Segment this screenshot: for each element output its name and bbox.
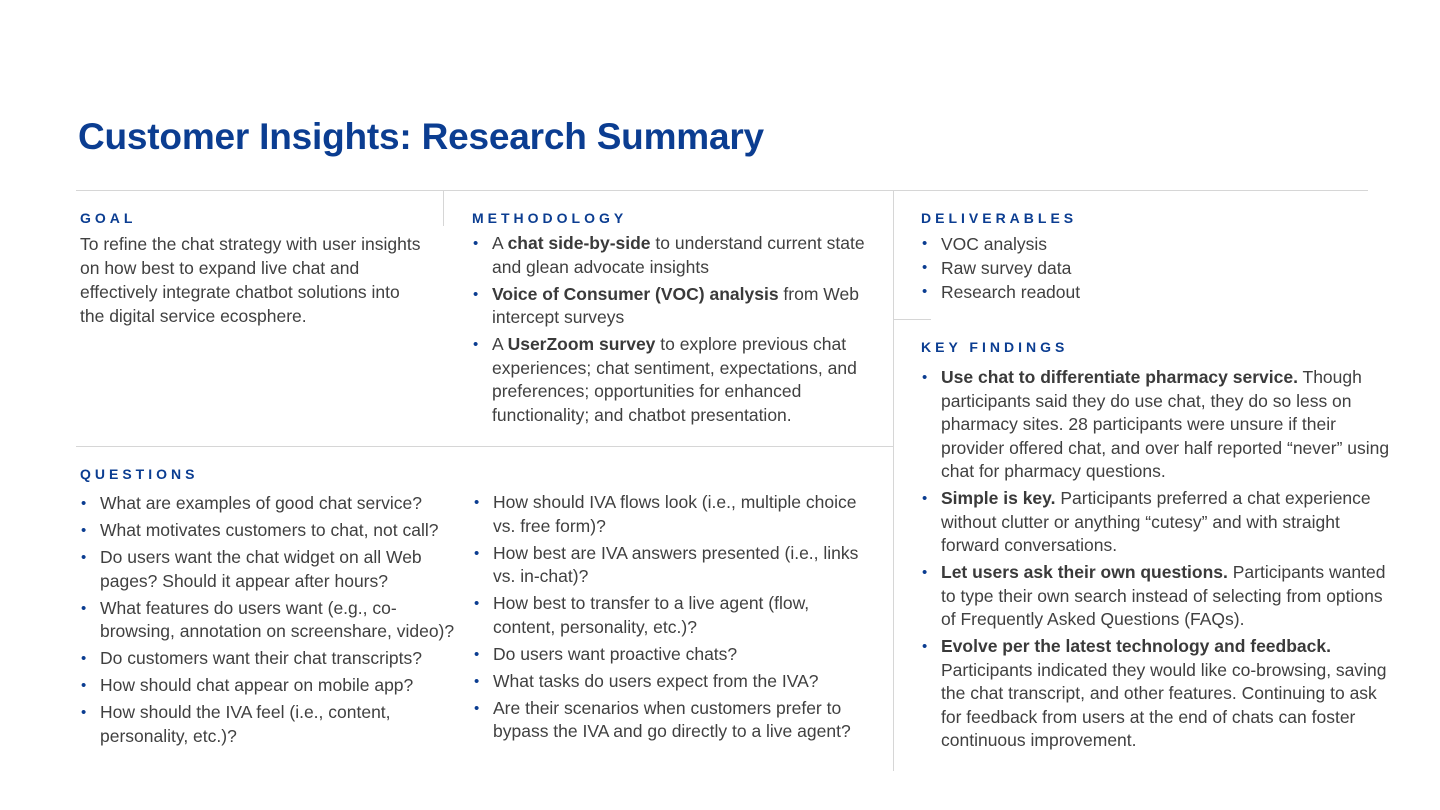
methodology-label: METHODOLOGY: [472, 210, 628, 226]
question-item: • What motivates customers to chat, not call?: [80, 519, 465, 543]
methodology-item: • A UserZoom survey to explore previous chat experiences; chat sentiment, expectations, and preferences; opportunities for enhanced functionality; and chatbot presentation.: [472, 333, 867, 427]
key-findings-label: KEY FINDINGS: [921, 339, 1069, 355]
question-item: • Are their scenarios when customers prefer to bypass the IVA and go directly to a live agent?: [473, 697, 873, 744]
questions-list-right: [473, 491, 873, 747]
key-finding-item: • Simple is key. Participants preferred a chat experience without clutter or anything “cutesy” and with straight forward conversations.: [921, 487, 1391, 558]
question-item: • What features do users want (e.g., co-browsing, annotation on screenshare, video)?: [80, 597, 465, 644]
right-column-divider: [893, 191, 894, 771]
key-findings-list: [921, 366, 1391, 756]
top-divider: [76, 190, 1368, 191]
key-finding-item: • Let users ask their own questions. Participants wanted to type their own search instead of selecting from options of Frequently Asked Questions (FAQs).: [921, 561, 1391, 632]
question-item: • Do users want proactive chats?: [473, 643, 873, 667]
question-item: • How should chat appear on mobile app?: [80, 674, 465, 698]
deliverable-item: • VOC analysis: [921, 232, 1221, 256]
questions-list-left: [80, 492, 465, 752]
deliverables-divider: [893, 319, 931, 320]
goal-methodology-divider: [443, 191, 444, 226]
key-finding-item: • Evolve per the latest technology and feedback. Participants indicated they would like co-browsing, saving the chat transcript, and other features. Continuing to ask for feedback from users at the end of chats can foster continuous improvement.: [921, 635, 1391, 753]
question-item: • How best to transfer to a live agent (flow, content, personality, etc.)?: [473, 592, 873, 639]
methodology-item: • A chat side-by-side to understand current state and glean advocate insights: [472, 232, 867, 279]
middle-divider: [76, 446, 893, 447]
page-title: Customer Insights: Research Summary: [78, 116, 764, 157]
question-item: • How should IVA flows look (i.e., multiple choice vs. free form)?: [473, 491, 873, 538]
methodology-list: [472, 232, 867, 431]
deliverables-list: [921, 232, 1221, 304]
deliverables-label: DELIVERABLES: [921, 210, 1078, 226]
question-item: • What are examples of good chat service?: [80, 492, 465, 516]
question-item: • Do users want the chat widget on all Web pages? Should it appear after hours?: [80, 546, 465, 593]
goal-label: GOAL: [80, 210, 137, 226]
question-item: • What tasks do users expect from the IVA?: [473, 670, 873, 694]
deliverable-item: • Research readout: [921, 280, 1221, 304]
goal-text: To refine the chat strategy with user insights on how best to expand live chat and effectively integrate chatbot solutions into the digital service ecosphere.: [80, 234, 421, 326]
question-item: • Do customers want their chat transcripts?: [80, 647, 465, 671]
questions-label: QUESTIONS: [80, 466, 199, 482]
deliverable-item: • Raw survey data: [921, 256, 1221, 280]
key-finding-item: • Use chat to differentiate pharmacy service. Though participants said they do use chat, they do so less on pharmacy sites. 28 participants were unsure if their provider offered chat, and over half reported “never” using chat for pharmacy questions.: [921, 366, 1391, 484]
question-item: • How should the IVA feel (i.e., content, personality, etc.)?: [80, 701, 465, 748]
methodology-item: • Voice of Consumer (VOC) analysis from Web intercept surveys: [472, 283, 867, 330]
question-item: • How best are IVA answers presented (i.e., links vs. in-chat)?: [473, 542, 873, 589]
